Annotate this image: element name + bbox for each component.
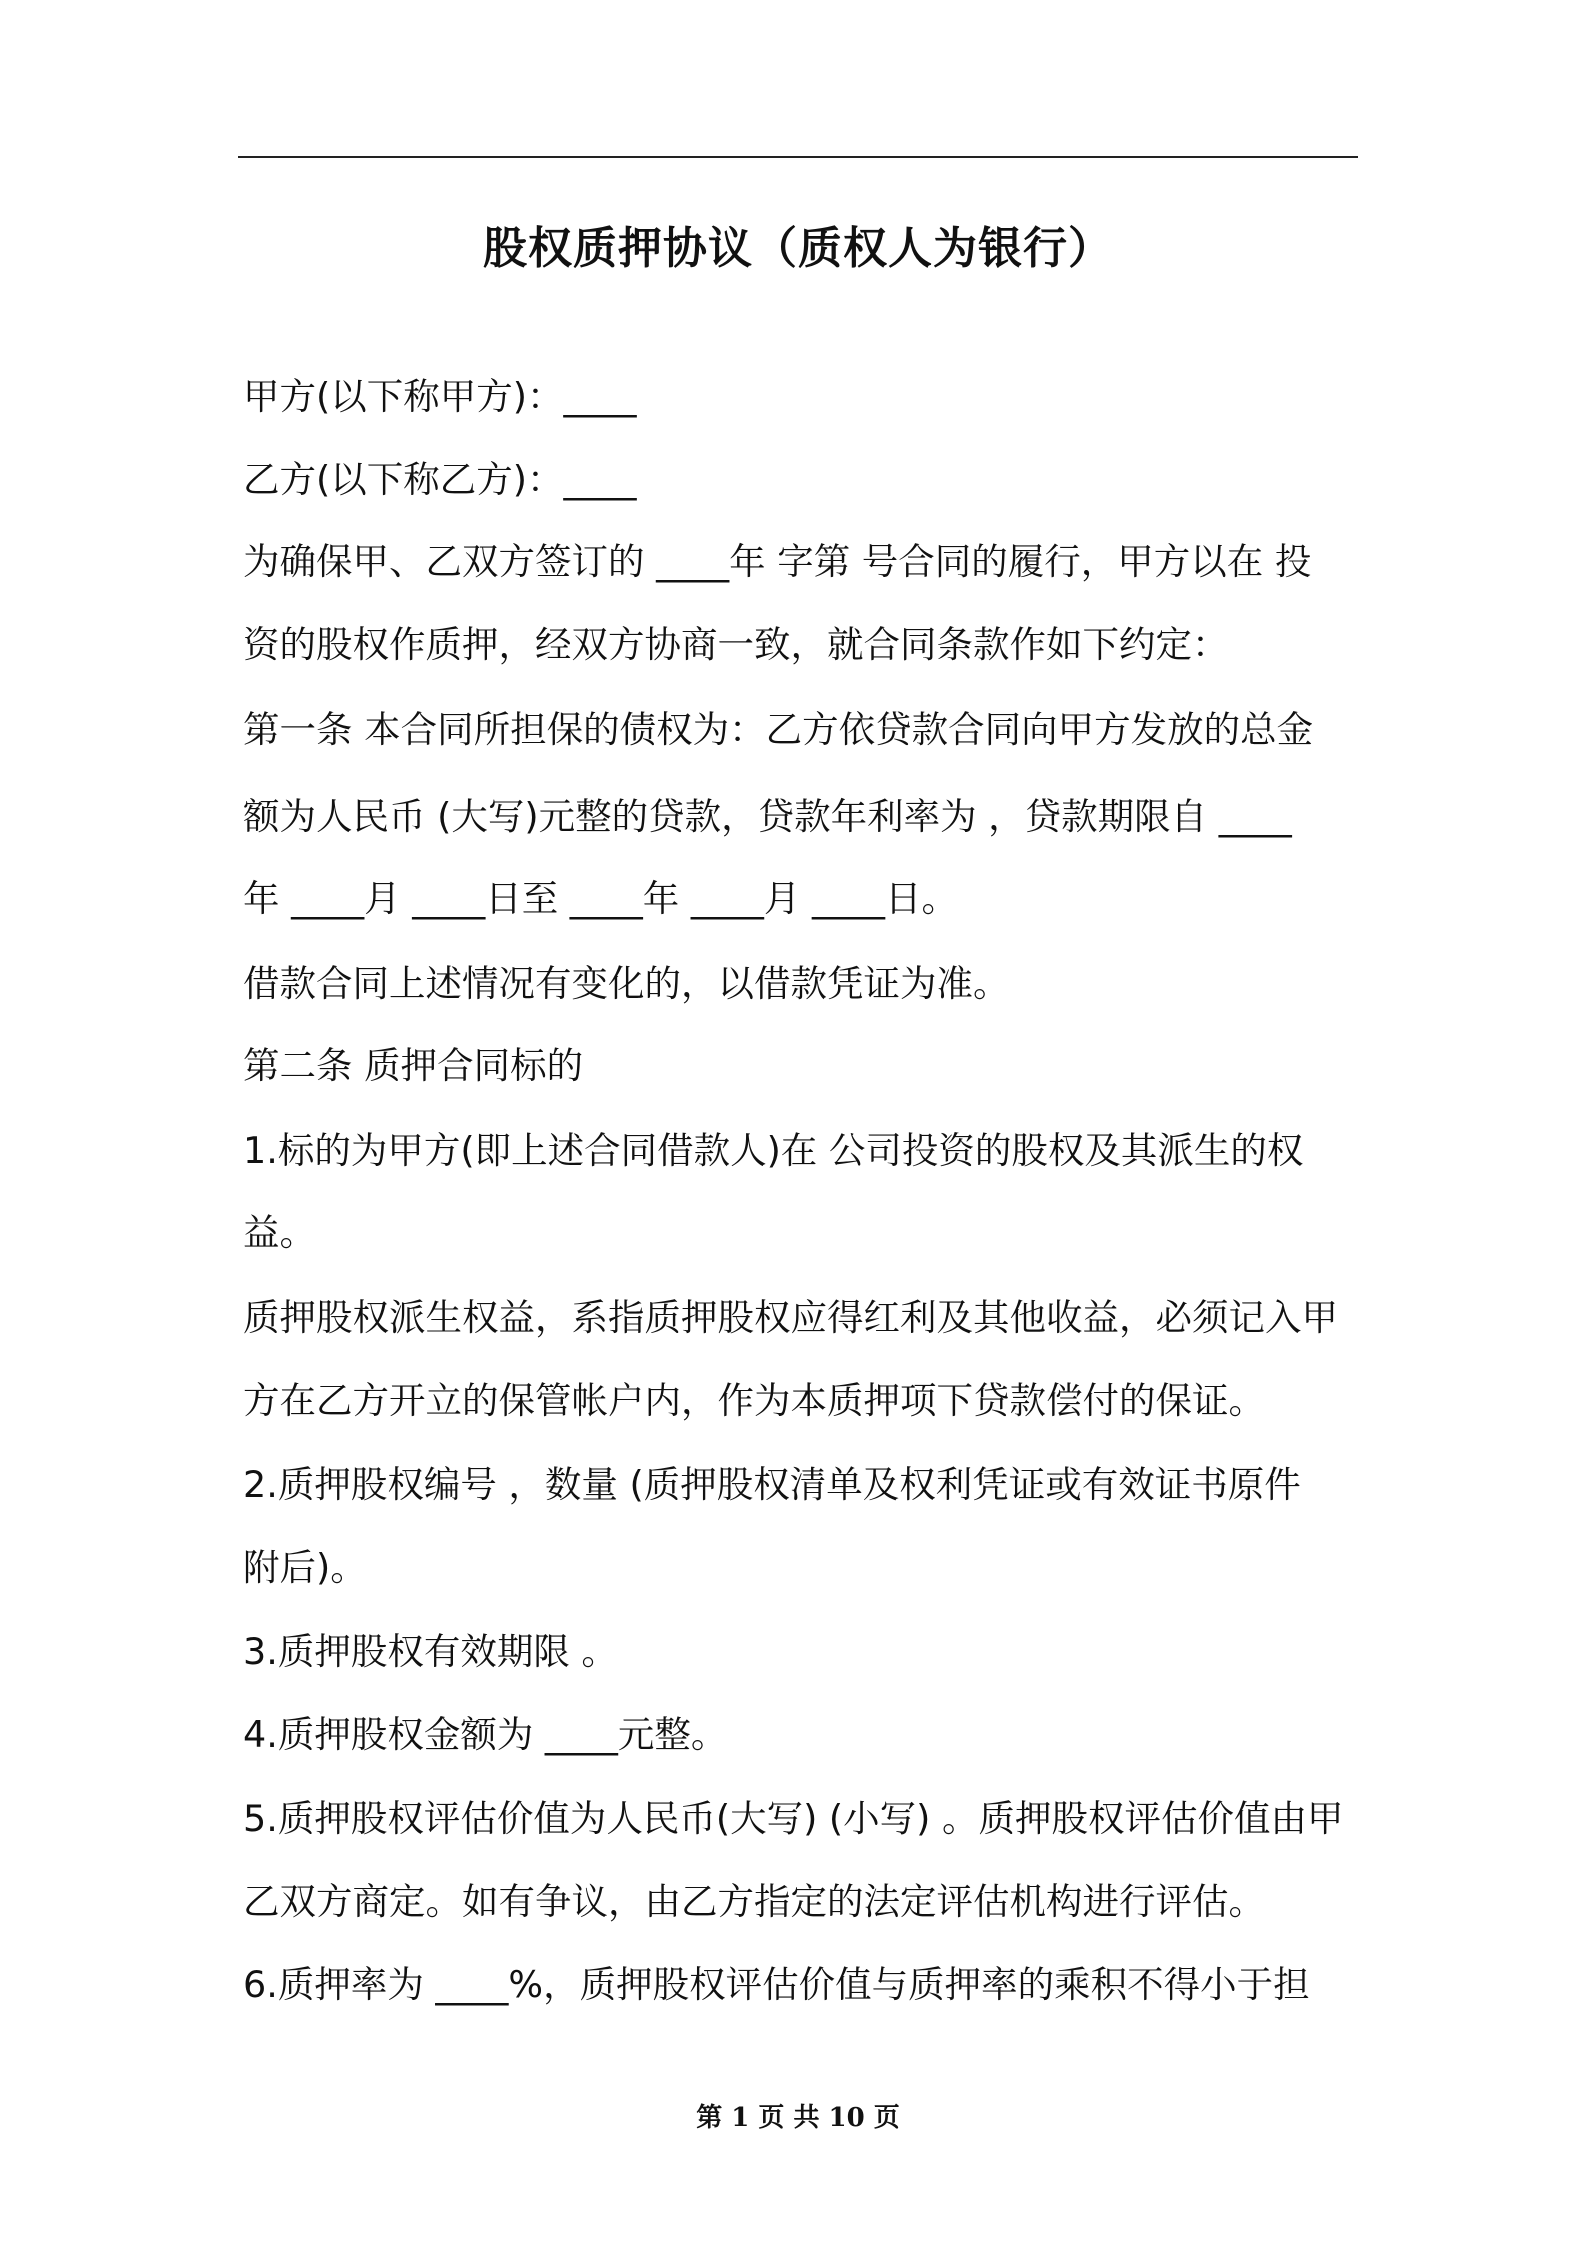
clause-4-line: 4.质押股权金额为 ____元整。: [243, 1713, 728, 1756]
body-line: 借款合同上述情况有变化的，以借款凭证为准。: [243, 962, 1010, 1005]
clause-2-line: 附后)。: [243, 1546, 367, 1589]
body-line: 方在乙方开立的保管帐户内，作为本质押项下贷款偿付的保证。: [243, 1379, 1265, 1422]
article-1-line: 第一条 本合同所担保的债权为：乙方依贷款合同向甲方发放的总金: [243, 708, 1314, 751]
clause-1-line: 1.标的为甲方(即上述合同借款人)在 公司投资的股权及其派生的权: [243, 1129, 1304, 1172]
clause-6-line: 6.质押率为 ____%，质押股权评估价值与质押率的乘积不得小于担: [243, 1963, 1310, 2006]
party-a-line: 甲方(以下称甲方)：____: [243, 375, 637, 418]
header-rule: [238, 156, 1358, 158]
article-2-heading: 第二条 质押合同标的: [243, 1044, 584, 1087]
body-line: 质押股权派生权益，系指质押股权应得红利及其他收益，必须记入甲: [243, 1296, 1338, 1339]
clause-5-line: 5.质押股权评估价值为人民币(大写) (小写) 。质押股权评估价值由甲: [243, 1797, 1344, 1840]
body-line: 年 ____月 ____日至 ____年 ____月 ____日。: [243, 877, 959, 920]
body-line: 为确保甲、乙双方签订的 ____年 字第 号合同的履行，甲方以在 投: [243, 540, 1312, 583]
clause-2-line: 2.质押股权编号 ，数量 (质押股权清单及权利凭证或有效证书原件: [243, 1463, 1301, 1506]
clause-1-line: 益。: [243, 1211, 316, 1254]
party-b-line: 乙方(以下称乙方)：____: [243, 458, 637, 501]
document-title: 股权质押协议（质权人为银行）: [483, 223, 1113, 274]
clause-3-line: 3.质押股权有效期限 。: [243, 1630, 618, 1673]
clause-5-line: 乙双方商定。如有争议，由乙方指定的法定评估机构进行评估。: [243, 1880, 1265, 1923]
body-line: 资的股权作质押，经双方协商一致，就合同条款作如下约定：: [243, 623, 1229, 666]
page-number: 第 1 页 共 10 页: [696, 2103, 900, 2133]
body-line: 额为人民币 (大写)元整的贷款，贷款年利率为 ，贷款期限自 ____: [243, 795, 1292, 838]
